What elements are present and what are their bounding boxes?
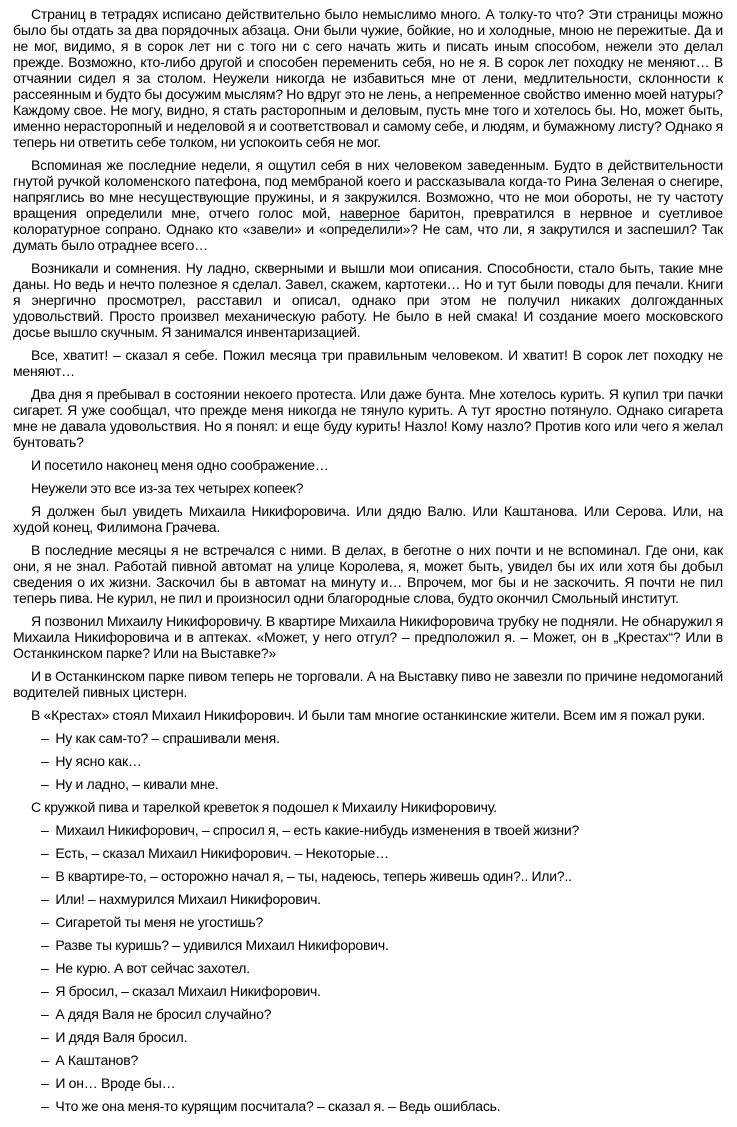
text-run: баритон, превратился в нервное и суетливое колоратурное сопрано. Однако кто «завели» и «определили»? Не сам, что ли, я закрутился и заспешил? Так думать было отраднее всего…: [13, 205, 723, 253]
dialogue-line: [13, 845, 723, 861]
underlined-word: наверное: [339, 205, 400, 221]
text-run: – Ну ясно как…: [41, 753, 142, 769]
text-run: – Что же она меня-то курящим посчитала? – сказал я. – Ведь ошиблась.: [41, 1098, 501, 1114]
text-run: – Разве ты куришь? – удивился Михаил Никифорович.: [41, 937, 389, 953]
text-run: Страниц в тетрадях исписано действительно было немыслимо много. А толку-то что? Эти страницы можно было бы отдать за два порядочных абзаца. Они были чужие, бойкие, но и холодные, мною не пережитые. Да и не мог, видимо, я в сорок лет ни с того ни с сего начать жить и писать иным способом, нежели это делал прежде. Возможно, кто-либо другой и способен переменить себя, но не я. В сорок лет походку не меняют… В отчаянии сидел я за столом. Неужели никогда не избавиться мне от лени, медлительности, склонности к рассеянным и будто бы досужим мыслям? Но вдруг это не лень, а непременное свойство именно моей натуры? Каждому свое. Не могу, видно, я стать расторопным и деловым, пусть мне того и хотелось бы. Но, может быть, именно нерасторопный и неделовой я и соответствовал и самому себе, и людям, и бумажному листу? Однако я теперь ни ответить себе толком, ни успокоить себя не мог.: [13, 6, 723, 150]
text-run: – Сигаретой ты меня не угостишь?: [41, 914, 264, 930]
text-run: Возникали и сомнения. Ну ладно, скверными и вышли мои описания. Способности, стало быть, такие мне даны. Но ведь и нечто полезное я сделал. Завел, скажем, картотеки… Но и тут были поводы для печали. Книги я энергично просмотрел, расставил и описал, однако при этом не получил никаких долгожданных удовольствий. Просто произвел механическую работу. Не было в ней смака! И создание моего московского досье вышло скучным. Я занимался инвентаризацией.: [13, 260, 723, 340]
dialogue-line: [13, 776, 723, 792]
text-content: [13, 6, 723, 1114]
text-run: В «Крестах» стоял Михаил Никифорович. И были там многие останкинские жители. Всем им я пожал руки.: [31, 707, 706, 723]
dialogue-line: [13, 868, 723, 884]
dialogue-line: [13, 1098, 723, 1114]
dialogue-line: [13, 891, 723, 907]
paragraph: [13, 347, 723, 379]
dialogue-line: [13, 1006, 723, 1022]
text-run: – В квартире-то, – осторожно начал я, – ты, надеюсь, теперь живешь один?.. Или?..: [41, 868, 572, 884]
text-run: Вспоминая же последние недели, я ощутил себя в них человеком заведенным. Будто в действительности гнутой ручкой коломенского патефона, под мембраной коего и рассказывала когда-то Рина Зеленая о снегире, напряглись во мне несуществующие пружины, и я закружился. Возможно, что не мои обороты, не ту частоту вращения определили мне, отчего голос мой,: [13, 157, 723, 221]
dialogue-line: [13, 960, 723, 976]
text-run: – Ну как сам-то? – спрашивали меня.: [41, 730, 280, 746]
text-run: – Не курю. А вот сейчас захотел.: [41, 960, 250, 976]
text-run: Я позвонил Михаилу Никифоровичу. В квартире Михаила Никифоровича трубку не подняли. Не обнаружил я Михаила Никифоровича и в аптеках. «Может, у него отгул? – предположил я. – Может, он в „Крестах“? Или в Останкинском парке? Или на Выставке?»: [13, 613, 723, 661]
text-run: С кружкой пива и тарелкой креветок я подошел к Михаилу Никифоровичу.: [31, 799, 497, 815]
text-run: – А Каштанов?: [41, 1052, 139, 1068]
dialogue-line: [13, 730, 723, 746]
text-run: И в Останкинском парке пивом теперь не торговали. А на Выставку пиво не завезли по причине недомоганий водителей пивных цистерн.: [13, 668, 723, 700]
dialogue-line: [13, 1052, 723, 1068]
paragraph: [13, 613, 723, 661]
text-run: И посетило наконец меня одно соображение…: [31, 457, 329, 473]
text-run: – Я бросил, – сказал Михаил Никифорович.: [41, 983, 321, 999]
text-run: Неужели это все из-за тех четырех копеек?: [31, 480, 304, 496]
text-run: В последние месяцы я не встречался с ними. В делах, в беготне о них почти и не вспоминал. Где они, как они, я не знал. Работай пивной автомат на улице Королева, я, может быть, увидел бы их или хотя бы добыл сведения о их жизни. Заскочил бы в автомат на минуту и… Впрочем, мог бы и не заскочить. Я почти не пил теперь пива. Не курил, не пил и произносил одни благородные слова, будто окончил Смольный институт.: [13, 542, 723, 606]
dialogue-line: [13, 822, 723, 838]
paragraph: [13, 457, 723, 473]
paragraph: [13, 707, 723, 723]
paragraph: [13, 503, 723, 535]
paragraph: [13, 542, 723, 606]
dialogue-line: [13, 914, 723, 930]
text-run: – Есть, – сказал Михаил Никифорович. – Некоторые…: [41, 845, 389, 861]
text-run: – Ну и ладно, – кивали мне.: [41, 776, 219, 792]
text-run: – И он… Вроде бы…: [41, 1075, 176, 1091]
text-run: Я должен был увидеть Михаила Никифоровича. Или дядю Валю. Или Каштанова. Или Серова. Или, на худой конец, Филимона Грачева.: [13, 503, 723, 535]
text-run: Два дня я пребывал в состоянии некоего протеста. Или даже бунта. Мне хотелось курить. Я купил три пачки сигарет. Я уже сообщал, что прежде меня никогда не тянуло курить. А тут яростно потянуло. Однако сигарета мне не давала удовольствия. Но я понял: и еще буду курить! Назло! Кому назло? Против кого или чего я желал бунтовать?: [13, 386, 723, 450]
paragraph: [13, 386, 723, 450]
text-run: – И дядя Валя бросил.: [41, 1029, 188, 1045]
paragraph: [13, 157, 723, 253]
text-run: – А дядя Валя не бросил случайно?: [41, 1006, 272, 1022]
text-run: – Михаил Никифорович, – спросил я, – есть какие-нибудь изменения в твоей жизни?: [41, 822, 580, 838]
dialogue-line: [13, 1029, 723, 1045]
dialogue-line: [13, 1075, 723, 1091]
dialogue-line: [13, 983, 723, 999]
text-run: Все, хватит! – сказал я себе. Пожил месяца три правильным человеком. И хватит! В сорок лет походку не меняют…: [13, 347, 723, 379]
text-run: – Или! – нахмурился Михаил Никифорович.: [41, 891, 321, 907]
dialogue-line: [13, 937, 723, 953]
dialogue-line: [13, 753, 723, 769]
paragraph: [13, 6, 723, 150]
paragraph: [13, 668, 723, 700]
paragraph: [13, 799, 723, 815]
paragraph: [13, 480, 723, 496]
paragraph: [13, 260, 723, 340]
